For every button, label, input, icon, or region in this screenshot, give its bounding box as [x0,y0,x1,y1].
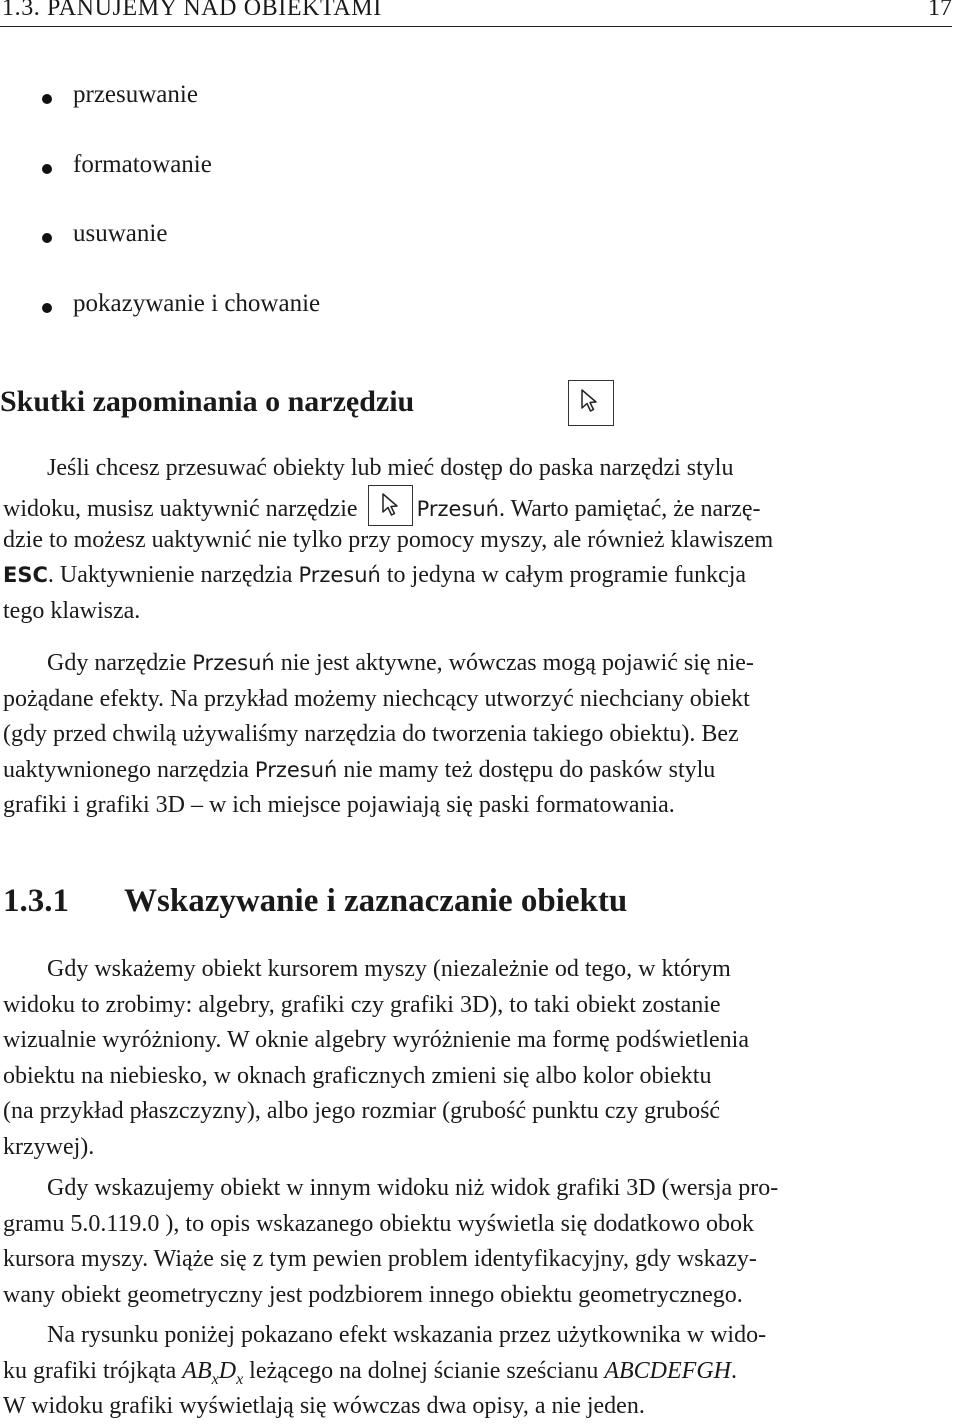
tool-name: Przesuń [192,651,275,675]
section-title: Wskazywanie i zaznaczanie obiektu [124,883,628,919]
section-number: 1.3.1 [3,883,69,919]
triangle-name: $AB_xD_x$ [182,1357,244,1388]
arrow-cursor-icon [568,380,614,426]
tool-name: Przesuń [298,563,381,588]
running-header [0,0,952,27]
arrow-cursor-icon [368,485,413,526]
bullet [42,233,52,243]
bullet [42,303,52,313]
paragraph-activate-tool: Jeśli chcesz przesuwać obiekty lub mieć dostęp do paska narzędzi stylu widoku, musisz uaktywnić narzędzie Przesuń. Warto pamiętać, że narzę- dzie to możesz uaktywnić nie tylko przy pomocy myszy, ale również klawiszem ESC. Uaktywnienie narzędzia Przesuń to jedyna w całym programie funkcja tego klawisza. [3,455,774,624]
section-heading [3,883,627,920]
tool-name: Przesuń [416,496,499,521]
subheading: Skutki zapominania o narzędziu [0,385,414,419]
paragraph-highlight: Gdy wskażemy obiekt kursorem myszy (niezależnie od tego, w którym widoku to zrobimy: algebry, grafiki czy grafiki 3D), to taki obiekt zostanie wizualnie wyróżniony. W oknie algebry wyróżnienie ma formę podświetlenia obiektu na niebiesko, w oknach graficznych zmieni się albo kolor obiektu (na przykład płaszczyzny), albo jego rozmiar (grubość punktu czy grubość krzywej). [3,956,749,1160]
paragraph-inactive-tool: Gdy narzędzie Przesuń nie jest aktywne, wówczas mogą pojawić się nie- pożądane efekty. Na przykład możemy niechcący utworzyć niechciany obiekt (gdy przed chwilą używaliśmy narzędzia do tworzenia takiego obiektu). Bez uaktywnionego narzędzia Przesuń nie mamy też dostępu do pasków stylu grafiki i grafiki 3D – w ich miejsce pojawiają się paski formatowania. [3,650,754,819]
paragraph-figure-intro: Na rysunku poniżej pokazano efekt wskazania przez użytkownika w wido- ku grafiki trójkąta $AB_xD_x$ leżącego na dolnej ścianie sześcianu ABCDEFGH. W widoku grafiki wyświetlają się wówczas dwa opisy, a nie jeden. [3,1322,767,1420]
header-section-title: 1.3. PANUJEMY NAD OBIEKTAMI [2,0,382,21]
page-number: 17 [928,0,952,21]
esc-key: ESC [3,563,48,588]
cube-name: ABCDEFGH [604,1357,731,1384]
bullet [42,164,52,174]
tool-name: Przesuń [254,757,338,782]
paragraph-tooltip: Gdy wskazujemy obiekt w innym widoku niż widok grafiki 3D (wersja pro- gramu 5.0.119.0 ), to opis wskazanego obiektu wyświetla się dodatkowo obok kursora myszy. Wiąże się z tym pewien problem identyfikacyjny, gdy wskazy- wany obiekt geometryczny jest podzbiorem innego obiektu geometrycznego. [3,1175,779,1308]
bullet [42,94,52,104]
